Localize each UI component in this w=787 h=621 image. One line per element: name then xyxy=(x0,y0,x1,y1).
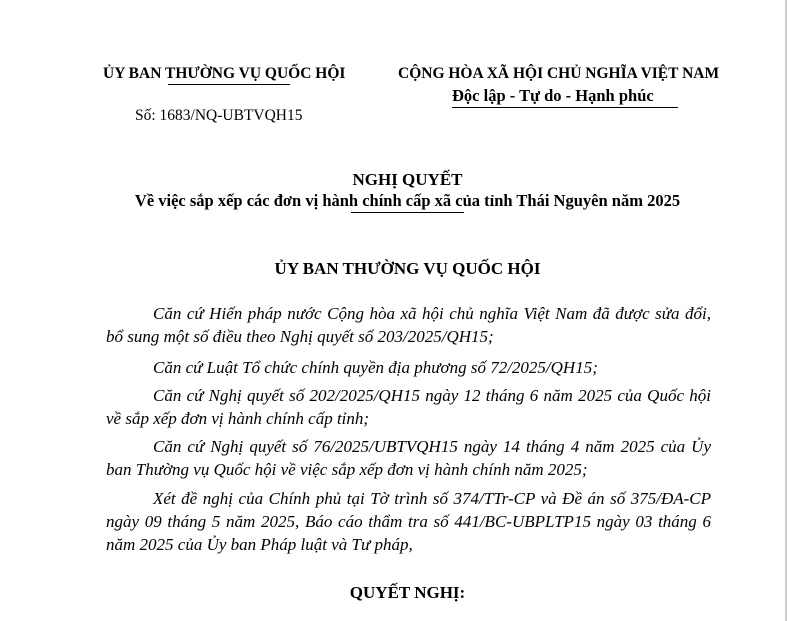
motto-underline xyxy=(452,107,678,108)
preamble-paragraph-3: Căn cứ Nghị quyết số 202/2025/QH15 ngày 12 tháng 6 năm 2025 của Quốc hội về sắp xếp đơn vị hành chính cấp tỉnh; xyxy=(106,386,711,428)
preamble-paragraph-1: Căn cứ Hiến pháp nước Cộng hòa xã hội chủ nghĩa Việt Nam đã được sửa đổi, bổ sung một số điều theo Nghị quyết số 203/2025/QH15; xyxy=(106,304,711,346)
preamble-paragraph-4: Căn cứ Nghị quyết số 76/2025/UBTVQH15 ngày 14 tháng 4 năm 2025 của Ủy ban Thường vụ Quốc hội về việc sắp xếp đơn vị hành chính năm 2025; xyxy=(106,437,711,479)
preamble-paragraph-2: Căn cứ Luật Tổ chức chính quyền địa phương số 72/2025/QH15; xyxy=(153,358,598,377)
agency-underline xyxy=(168,84,290,85)
resolution-heading: QUYẾT NGHỊ: xyxy=(349,583,466,602)
subject-underline xyxy=(351,212,464,213)
national-title: CỘNG HÒA XÃ HỘI CHỦ NGHĨA VIỆT NAM xyxy=(398,65,720,82)
issuing-agency: ỦY BAN THƯỜNG VỤ QUỐC HỘI xyxy=(103,65,346,82)
document-number: Số: 1683/NQ-UBTVQH15 xyxy=(135,107,303,124)
document-subject: Về việc sắp xếp các đơn vị hành chính cấp xã của tỉnh Thái Nguyên năm 2025 xyxy=(134,191,681,210)
national-motto: Độc lập - Tự do - Hạnh phúc xyxy=(452,86,654,105)
preamble-paragraph-5: Xét đề nghị của Chính phủ tại Tờ trình số 374/TTr-CP và Đề án số 375/ĐA-CP ngày 09 tháng 5 năm 2025, Báo cáo thẩm tra số 441/BC-UBPLTP15 ngày 03 tháng 6 năm 2025 của Ủy ban Pháp luật và Tư pháp, xyxy=(106,489,711,554)
issuer-heading: ỦY BAN THƯỜNG VỤ QUỐC HỘI xyxy=(274,259,541,278)
document-type-title: NGHỊ QUYẾT xyxy=(352,170,463,189)
